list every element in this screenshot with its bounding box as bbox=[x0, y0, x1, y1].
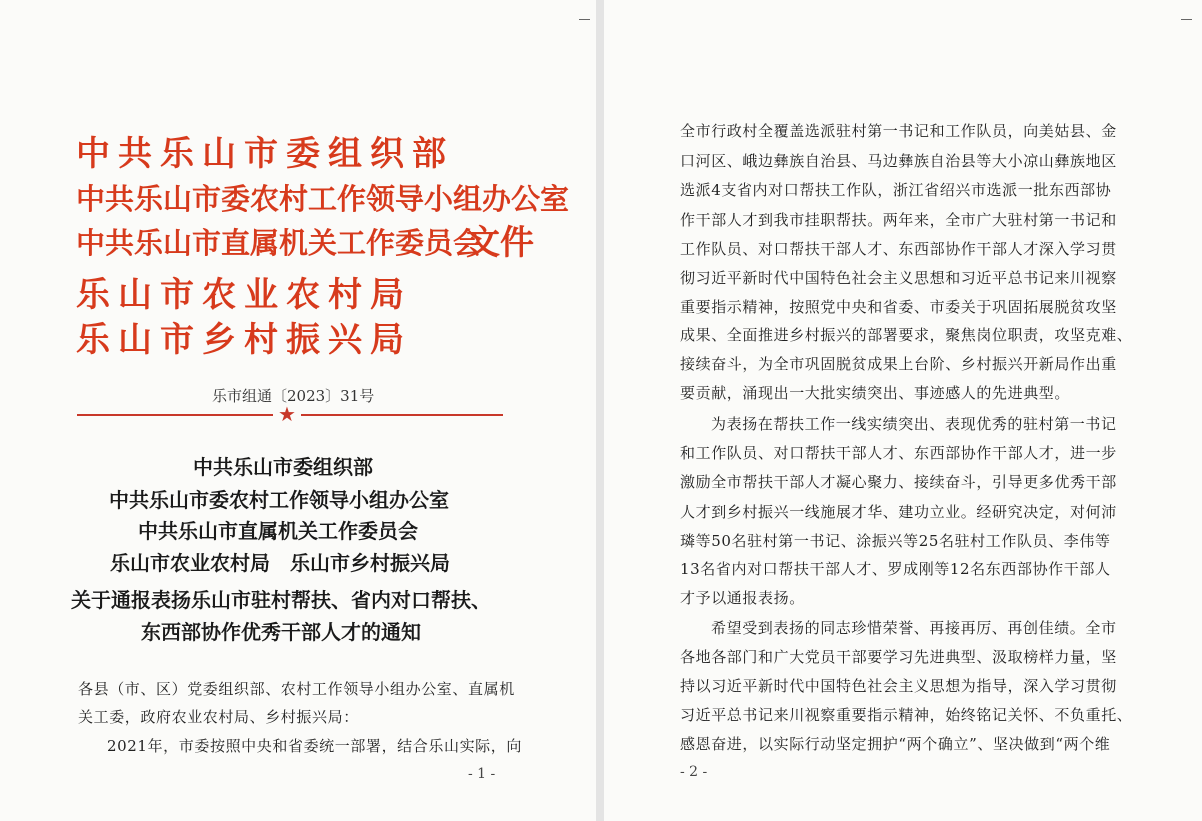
p2-line-10: 要贡献，涌现出一大批实绩突出、事迹感人的先进典型。 bbox=[680, 384, 1071, 402]
title-line-2: 中共乐山市委农村工作领导小组办公室 bbox=[109, 488, 449, 512]
p2-line-16: 13名省内对口帮扶干部人才、罗成刚等12名东西部协作干部人 bbox=[680, 560, 1111, 578]
document-number: 乐市组通〔2023〕31号 bbox=[212, 387, 375, 405]
p2-line-1: 全市行政村全覆盖选派驻村第一书记和工作队员，向美姑县、金 bbox=[680, 122, 1117, 140]
salutation-line-2: 关工委，政府农业农村局、乡村振兴局： bbox=[78, 708, 359, 726]
header-org-3: 中共乐山市直属机关工作委员会 bbox=[76, 226, 483, 260]
header-org-5: 乐山市乡村振兴局 bbox=[76, 320, 412, 360]
p2-line-3: 选派4支省内对口帮扶工作队，浙江省绍兴市选派一批东西部协 bbox=[680, 181, 1112, 199]
p2-line-4: 作干部人才到我市挂职帮扶。两年来，全市广大驻村第一书记和 bbox=[680, 211, 1117, 229]
header-org-1: 中共乐山市委组织部 bbox=[76, 134, 454, 174]
p2-line-17: 才予以通报表扬。 bbox=[680, 589, 805, 607]
body-line-1: 2021年，市委按照中央和省委统一部署，结合乐山实际，向 bbox=[107, 737, 522, 755]
p2-line-6: 彻习近平新时代中国特色社会主义思想和习近平总书记来川视察 bbox=[680, 269, 1117, 287]
title-line-1: 中共乐山市委组织部 bbox=[193, 455, 373, 479]
title-line-4: 乐山市农业农村局 乐山市乡村振兴局 bbox=[110, 551, 450, 575]
title-line-3: 中共乐山市直属机关工作委员会 bbox=[138, 519, 418, 543]
p2-line-7: 重要指示精神，按照党中央和省委、市委关于巩固拓展脱贫攻坚 bbox=[680, 298, 1117, 316]
p2-line-12: 和工作队员、对口帮扶干部人才、东西部协作干部人才，进一步 bbox=[680, 444, 1117, 462]
header-org-4: 乐山市农业农村局 bbox=[76, 275, 412, 315]
page-number-2: - 2 - bbox=[680, 764, 708, 780]
p2-line-8: 成果、全面推进乡村振兴的部署要求，聚焦岗位职责，攻坚克难、 bbox=[680, 326, 1133, 344]
p2-line-21: 习近平总书记来川视察重要指示精神，始终铭记关怀、不负重托、 bbox=[680, 706, 1133, 724]
salutation-line-1: 各县（市、区）党委组织部、农村工作领导小组办公室、直属机 bbox=[78, 680, 515, 698]
page-gutter bbox=[596, 0, 604, 821]
title-line-6: 东西部协作优秀干部人才的通知 bbox=[141, 620, 421, 644]
p2-line-20: 持以习近平新时代中国特色社会主义思想为指导，深入学习贯彻 bbox=[680, 677, 1117, 695]
p2-line-14: 人才到乡村振兴一线施展才华、建功立业。经研究决定，对何沛 bbox=[680, 503, 1117, 521]
p2-line-19: 各地各部门和广大党员干部要学习先进典型、汲取榜样力量，坚 bbox=[680, 648, 1117, 666]
p2-line-18: 希望受到表扬的同志珍惜荣誉、再接再厉、再创佳绩。全市 bbox=[711, 619, 1117, 637]
p2-line-2: 口河区、峨边彝族自治县、马边彝族自治县等大小凉山彝族地区 bbox=[680, 152, 1117, 170]
red-separator-right bbox=[301, 414, 503, 416]
header-org-2: 中共乐山市委农村工作领导小组办公室 bbox=[76, 182, 570, 216]
p2-line-13: 激励全市帮扶干部人才凝心聚力、接续奋斗，引导更多优秀干部 bbox=[680, 473, 1117, 491]
page-number-1: - 1 - bbox=[468, 766, 496, 782]
star-icon: ★ bbox=[278, 402, 296, 426]
corner-mark-left bbox=[579, 19, 590, 20]
red-separator-left bbox=[77, 414, 273, 416]
title-line-5: 关于通报表扬乐山市驻村帮扶、省内对口帮扶、 bbox=[71, 588, 491, 612]
p2-line-15: 璘等50名驻村第一书记、涂振兴等25名驻村工作队员、李伟等 bbox=[680, 532, 1111, 550]
p2-line-5: 工作队员、对口帮扶干部人才、东西部协作干部人才深入学习贯 bbox=[680, 240, 1117, 258]
p2-line-22: 感恩奋进，以实际行动坚定拥护“两个确立”、坚决做到“两个维 bbox=[680, 735, 1111, 753]
document-page-1 bbox=[0, 0, 596, 821]
p2-line-9: 接续奋斗，为全市巩固脱贫成果上台阶、乡村振兴开新局作出重 bbox=[680, 355, 1117, 373]
p2-line-11: 为表扬在帮扶工作一线实绩突出、表现优秀的驻村第一书记 bbox=[711, 415, 1117, 433]
document-page-2 bbox=[604, 0, 1202, 821]
header-wenjian: 文件 bbox=[466, 223, 534, 263]
corner-mark-right bbox=[1181, 19, 1192, 20]
